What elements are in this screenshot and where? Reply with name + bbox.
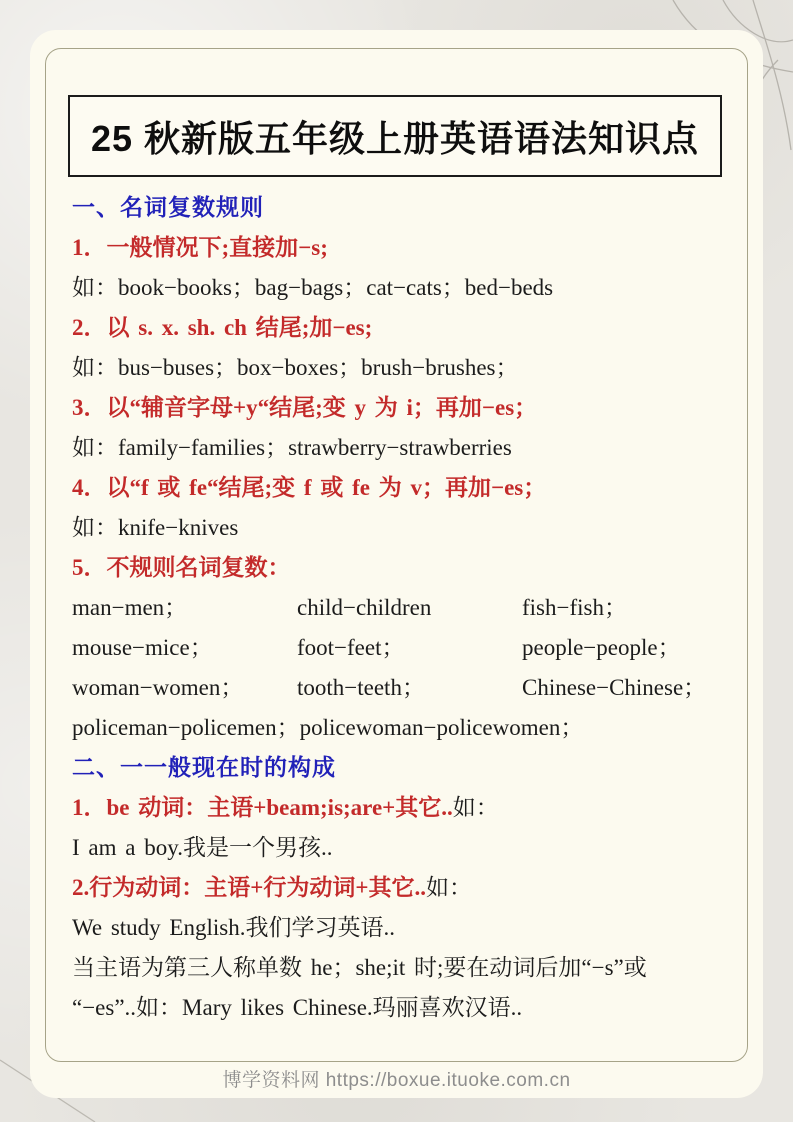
third-person-note-1: [72, 948, 740, 988]
title-box: [68, 95, 722, 177]
text-segment: 3．以“辅音字母+y“结尾;变 y 为 i；再加−es；: [72, 395, 538, 420]
footer: [30, 1065, 763, 1092]
text-segment: 2．以 s. x. sh. ch 结尾;加−es;: [72, 315, 373, 340]
example-4: [72, 508, 740, 548]
section-heading-2: [72, 748, 740, 788]
text-segment: 2.行为动词：主语+行为动词+其它..: [72, 875, 426, 900]
rule-4: [72, 468, 740, 508]
plural-pair: man−men；: [72, 595, 188, 620]
example-be-verb: [72, 828, 740, 868]
text-segment: 如：: [425, 875, 472, 900]
plural-pair: tooth−teeth；: [297, 675, 425, 700]
plural-pair: mouse−mice；: [72, 635, 213, 660]
plural-pair: child−children: [297, 595, 432, 620]
text-segment: 如：knife−knives: [72, 515, 239, 540]
plural-pair: fish−fish；: [522, 595, 627, 620]
text-segment: 如：: [452, 795, 499, 820]
plural-pair: people−people；: [522, 635, 681, 660]
text-segment: policeman−policemen；policewoman−policewomen；: [72, 715, 584, 740]
text-segment: 1．一般情况下;直接加−s;: [72, 235, 328, 260]
rule-3: [72, 388, 740, 428]
plural-row-3: [72, 668, 740, 708]
footer-site-text: 博学资料网 https://boxue.ituoke.com.cn: [222, 1070, 571, 1091]
plural-row-1: [72, 588, 740, 628]
document-card: [30, 30, 763, 1098]
page-title: 25 秋新版五年级上册英语语法知识点: [90, 117, 700, 159]
rule-5: [72, 548, 740, 588]
example-3: [72, 428, 740, 468]
plural-pair: woman−women；: [72, 675, 244, 700]
plural-row-4: [72, 708, 740, 748]
example-1: [72, 268, 740, 308]
text-segment: 1．be 动词：主语+beam;is;are+其它..: [72, 795, 453, 820]
third-person-note-2: [72, 988, 740, 1028]
rule-1: [72, 228, 740, 268]
text-segment: 如：bus−buses；box−boxes；brush−brushes；: [72, 355, 519, 380]
content-area: [72, 188, 740, 1028]
example-action-verb: [72, 908, 740, 948]
rule-be-verb: [72, 788, 740, 828]
text-segment: 5．不规则名词复数：: [72, 555, 291, 580]
text-segment: 当主语为第三人称单数 he；she;it 时;要在动词后加“−s”或: [72, 955, 647, 980]
text-segment: “−es”..如：Mary likes Chinese.玛丽喜欢汉语..: [72, 995, 523, 1020]
section-heading-1: [72, 188, 740, 228]
text-segment: 4．以“f 或 fe“结尾;变 f 或 fe 为 v；再加−es；: [72, 475, 547, 500]
plural-row-2: [72, 628, 740, 668]
rule-2: [72, 308, 740, 348]
text-segment: I am a boy.我是一个男孩..: [72, 835, 333, 860]
text-segment: 如：family−families；strawberry−strawberries: [72, 435, 512, 460]
rule-action-verb: [72, 868, 740, 908]
plural-pair: foot−feet；: [297, 635, 405, 660]
text-segment: 一、名词复数规则: [72, 195, 264, 220]
text-segment: 如：book−books；bag−bags；cat−cats；bed−beds: [72, 275, 554, 300]
plural-pair: Chinese−Chinese；: [522, 675, 707, 700]
text-segment: We study English.我们学习英语..: [72, 915, 395, 940]
example-2: [72, 348, 740, 388]
text-segment: 二、一一般现在时的构成: [72, 755, 336, 780]
